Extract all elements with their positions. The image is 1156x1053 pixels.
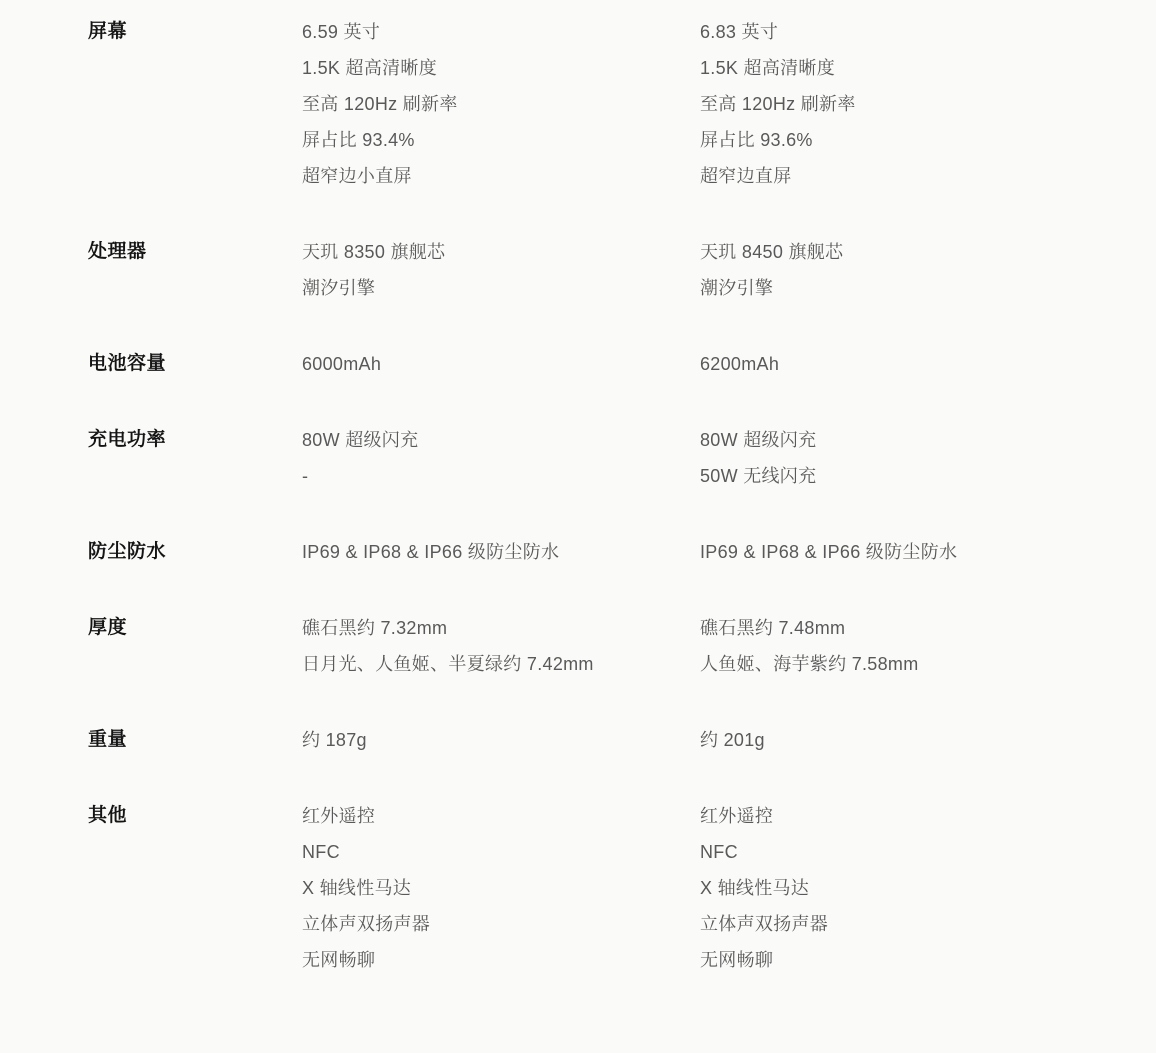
spec-col-device1 — [302, 14, 700, 194]
spec-value-line: 潮汐引擎 — [700, 278, 774, 298]
spec-value-line: 立体声双扬声器 — [700, 914, 829, 934]
spec-col-device2 — [700, 346, 1156, 382]
spec-col-device1 — [302, 534, 700, 570]
spec-label: 充电功率 — [88, 429, 167, 450]
spec-value-line: 6.59 英寸 — [302, 22, 381, 42]
spec-label: 处理器 — [88, 241, 147, 262]
spec-value-line: 1.5K 超高清晰度 — [302, 58, 438, 78]
spec-value-line: 6000mAh — [302, 354, 382, 374]
spec-col-device1 — [302, 722, 700, 758]
spec-value-line: - — [302, 466, 309, 486]
spec-value-line: 潮汐引擎 — [302, 278, 376, 298]
spec-col-device1 — [302, 798, 700, 978]
spec-label: 防尘防水 — [88, 541, 167, 562]
spec-value-line: IP69 & IP68 & IP66 级防尘防水 — [700, 542, 958, 562]
spec-value-line: 至高 120Hz 刷新率 — [700, 94, 856, 114]
spec-value-line: 屏占比 93.6% — [700, 130, 813, 150]
spec-value-line: 至高 120Hz 刷新率 — [302, 94, 458, 114]
spec-value-line: 屏占比 93.4% — [302, 130, 415, 150]
spec-row-weight — [88, 722, 1156, 758]
spec-value-line: 6.83 英寸 — [700, 22, 779, 42]
spec-label: 厚度 — [88, 617, 128, 638]
spec-value-line: 1.5K 超高清晰度 — [700, 58, 836, 78]
spec-value-line: NFC — [700, 842, 738, 862]
spec-col-device2 — [700, 610, 1156, 682]
spec-value-line: 红外遥控 — [302, 806, 376, 826]
spec-value-line: 日月光、人鱼姬、半夏绿约 7.42mm — [302, 654, 594, 674]
spec-col-device1 — [302, 422, 700, 494]
spec-row-thickness — [88, 610, 1156, 682]
spec-value-line: 50W 无线闪充 — [700, 466, 817, 486]
spec-value-line: 约 187g — [302, 730, 367, 750]
spec-col-device2 — [700, 722, 1156, 758]
spec-col-device2 — [700, 798, 1156, 978]
spec-col-device1 — [302, 346, 700, 382]
spec-value-line: 礁石黑约 7.48mm — [700, 618, 846, 638]
spec-row-screen — [88, 14, 1156, 194]
spec-value-line: 立体声双扬声器 — [302, 914, 431, 934]
spec-value-line: 天玑 8450 旗舰芯 — [700, 242, 844, 262]
spec-label: 电池容量 — [88, 353, 167, 374]
spec-value-line: NFC — [302, 842, 340, 862]
spec-value-line: 无网畅聊 — [302, 950, 376, 970]
spec-value-line: 80W 超级闪充 — [302, 430, 419, 450]
spec-col-device2 — [700, 534, 1156, 570]
spec-value-line: 6200mAh — [700, 354, 780, 374]
spec-value-line: X 轴线性马达 — [700, 878, 810, 898]
spec-label: 其他 — [88, 805, 128, 826]
spec-row-other — [88, 798, 1156, 978]
spec-value-line: 约 201g — [700, 730, 765, 750]
spec-value-line: IP69 & IP68 & IP66 级防尘防水 — [302, 542, 560, 562]
spec-value-line: 无网畅聊 — [700, 950, 774, 970]
spec-row-processor — [88, 234, 1156, 306]
spec-value-line: 超窄边小直屏 — [302, 166, 412, 186]
spec-col-device2 — [700, 422, 1156, 494]
spec-value-line: 红外遥控 — [700, 806, 774, 826]
spec-row-ip-rating — [88, 534, 1156, 570]
spec-value-line: 天玑 8350 旗舰芯 — [302, 242, 446, 262]
spec-col-device2 — [700, 234, 1156, 306]
spec-label: 屏幕 — [88, 21, 128, 42]
spec-value-line: 超窄边直屏 — [700, 166, 792, 186]
spec-value-line: X 轴线性马达 — [302, 878, 412, 898]
spec-col-device1 — [302, 234, 700, 306]
spec-value-line: 礁石黑约 7.32mm — [302, 618, 448, 638]
spec-value-line: 人鱼姬、海芋紫约 7.58mm — [700, 654, 919, 674]
spec-row-charging — [88, 422, 1156, 494]
spec-label: 重量 — [88, 729, 128, 750]
spec-col-device2 — [700, 14, 1156, 194]
spec-value-line: 80W 超级闪充 — [700, 430, 817, 450]
spec-col-device1 — [302, 610, 700, 682]
spec-row-battery — [88, 346, 1156, 382]
